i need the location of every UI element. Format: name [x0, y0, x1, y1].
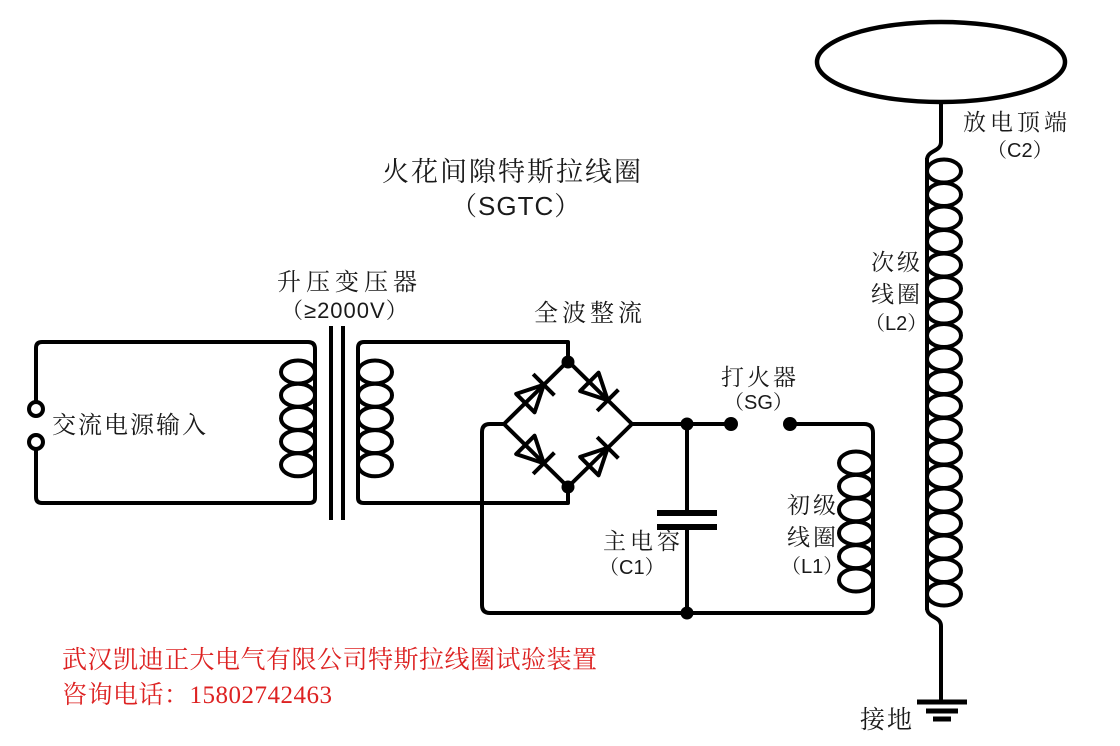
secondary-coil-symbol: [927, 101, 961, 700]
primary-coil-ref: （L1）: [781, 556, 844, 578]
spark-gap-label: 打火器: [721, 364, 799, 390]
transformer-label: 升压变压器: [277, 269, 422, 296]
transformer-primary-winding: [281, 361, 315, 477]
capacitor-label: 主电容: [603, 528, 684, 554]
phone-watermark: 咨询电话：15802742463: [62, 682, 333, 709]
primary-coil-symbol: [839, 452, 873, 592]
transformer-core: [331, 326, 343, 520]
ac-input-label: 交流电源输入: [52, 412, 208, 439]
primary-coil-label-line1: 初级: [787, 492, 839, 518]
ground-symbol: [917, 702, 967, 719]
topload-stem: [927, 101, 941, 160]
ac-terminal-bottom: [29, 435, 43, 449]
ground-label: 接地: [860, 706, 915, 734]
capacitor-c1-symbol: [657, 424, 717, 613]
topload-ref: （C2）: [987, 140, 1053, 162]
bridge-rectifier: [504, 361, 632, 487]
rectifier-label: 全波整流: [534, 300, 646, 327]
secondary-coil-label-line1: 次级: [871, 249, 923, 275]
company-watermark: 武汉凯迪正大电气有限公司特斯拉线圈试验装置: [62, 647, 598, 674]
secondary-coil-ref: （L2）: [865, 313, 928, 335]
bridge-diamond: [504, 361, 632, 487]
ground-stem: [927, 608, 941, 700]
secondary-coil-label-line2: 线圈: [871, 281, 923, 307]
transformer-spec-label: （≥2000V）: [281, 298, 409, 323]
diagram-title: 火花间隙特斯拉线圈: [382, 157, 643, 187]
topload-symbol: [817, 22, 1065, 102]
transformer-secondary-winding: [358, 342, 568, 503]
diagram-subtitle: （SGTC）: [451, 191, 582, 221]
spark-gap-symbol: [724, 417, 797, 431]
topload-label: 放电顶端: [963, 109, 1071, 135]
primary-coil-label-line2: 线圈: [787, 524, 839, 550]
junction-dots: [562, 356, 694, 620]
ac-terminal-top: [29, 402, 43, 416]
capacitor-ref: （C1）: [599, 557, 665, 579]
spark-gap-ref: （SG）: [724, 392, 793, 414]
